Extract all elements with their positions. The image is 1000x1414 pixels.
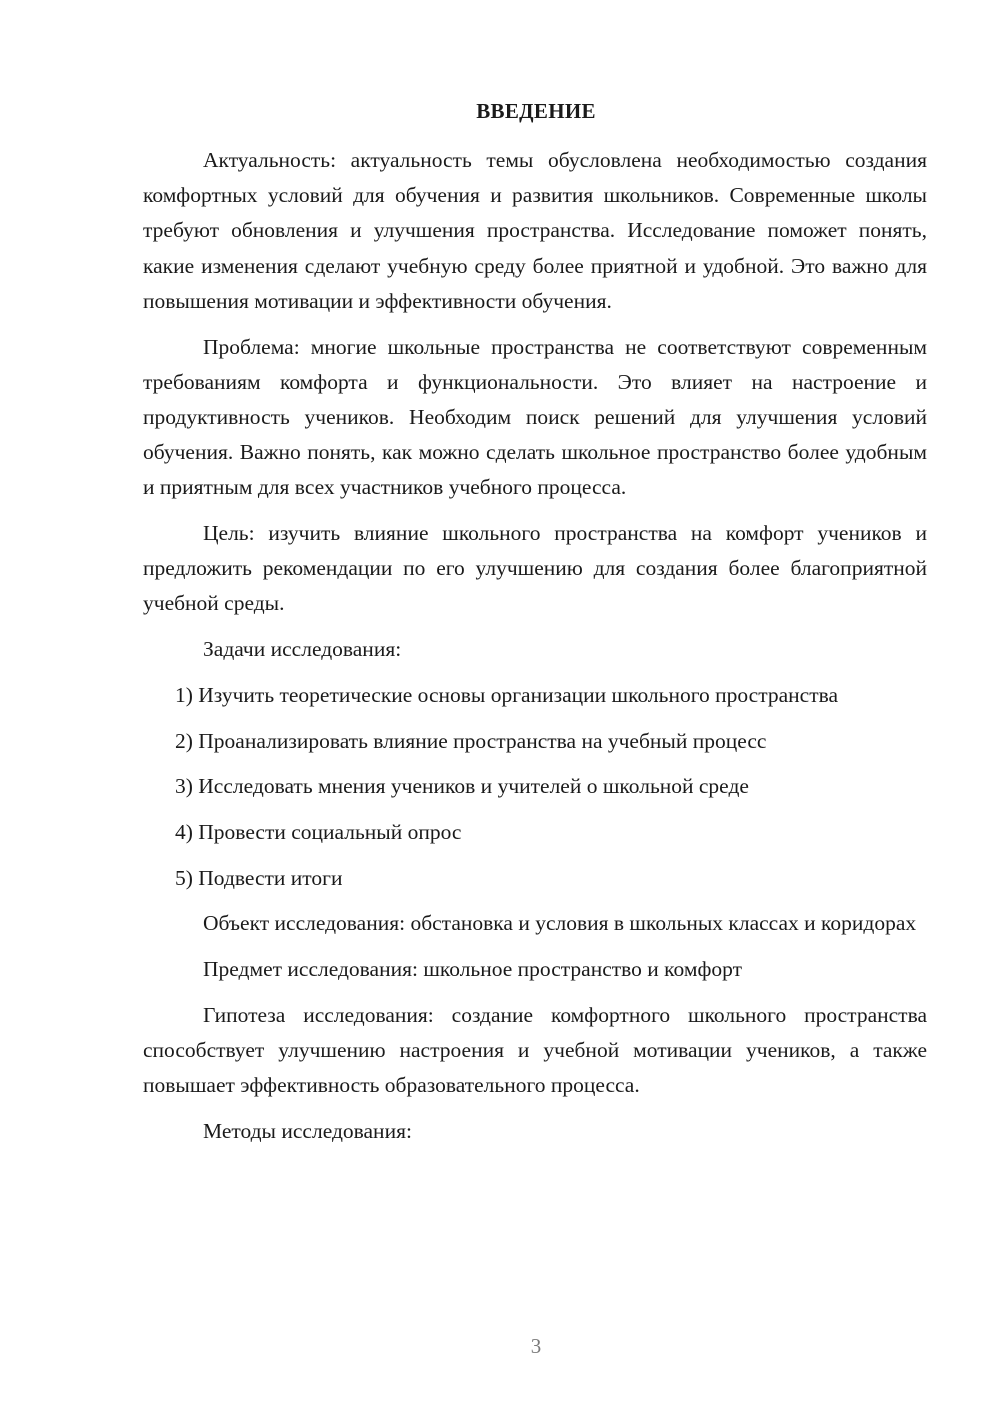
goal-paragraph: Цель: изучить влияние школьного пространства на комфорт учеников и предложить рекомендации по его улучшению для создания более благоприятной учебной среды. (143, 521, 927, 616)
methods-heading: Методы исследования: (203, 1118, 412, 1143)
task-item-1: 1) Изучить теоретические основы организации школьного пространства (175, 682, 839, 707)
body-text (143, 143, 927, 1160)
tasks-heading: Задачи исследования: (203, 637, 402, 662)
task-item-2: 2) Проанализировать влияние пространства на учебный процесс (175, 728, 767, 753)
relevance-paragraph: Актуальность: актуальность темы обусловлена необходимостью создания комфортных условий для обучения и развития школьников. Современные школы требуют обновления и улучшения пространства. Исследование поможет понять, какие изменения сделают учебную среду более приятной и удобной. Это важно для повышения мотивации и эффективности обучения. (143, 148, 927, 313)
task-item-4: 4) Провести социальный опрос (175, 819, 462, 844)
subject-paragraph: Предмет исследования: школьное пространство и комфорт (203, 957, 743, 982)
task-item-3: 3) Исследовать мнения учеников и учителей о школьной среде (175, 774, 749, 799)
task-item-5: 5) Подвести итоги (175, 865, 343, 890)
page-number: 3 (530, 1334, 542, 1358)
object-paragraph: Объект исследования: обстановка и условия в школьных классах и коридорах (203, 911, 917, 936)
problem-paragraph: Проблема: многие школьные пространства не соответствуют современным требованиям комфорта и функциональности. Это влияет на настроение и продуктивность учеников. Необходим поиск решений для улучшения условий обучения. Важно понять, как можно сделать школьное пространство более удобным и приятным для всех участников учебного процесса. (143, 334, 927, 500)
hypothesis-paragraph: Гипотеза исследования: создание комфортного школьного пространства способствует улучшению настроения и учебной мотивации учеников, а также повышает эффективность образовательного процесса. (143, 1002, 927, 1098)
section-title: ВВЕДЕНИЕ (476, 99, 596, 123)
